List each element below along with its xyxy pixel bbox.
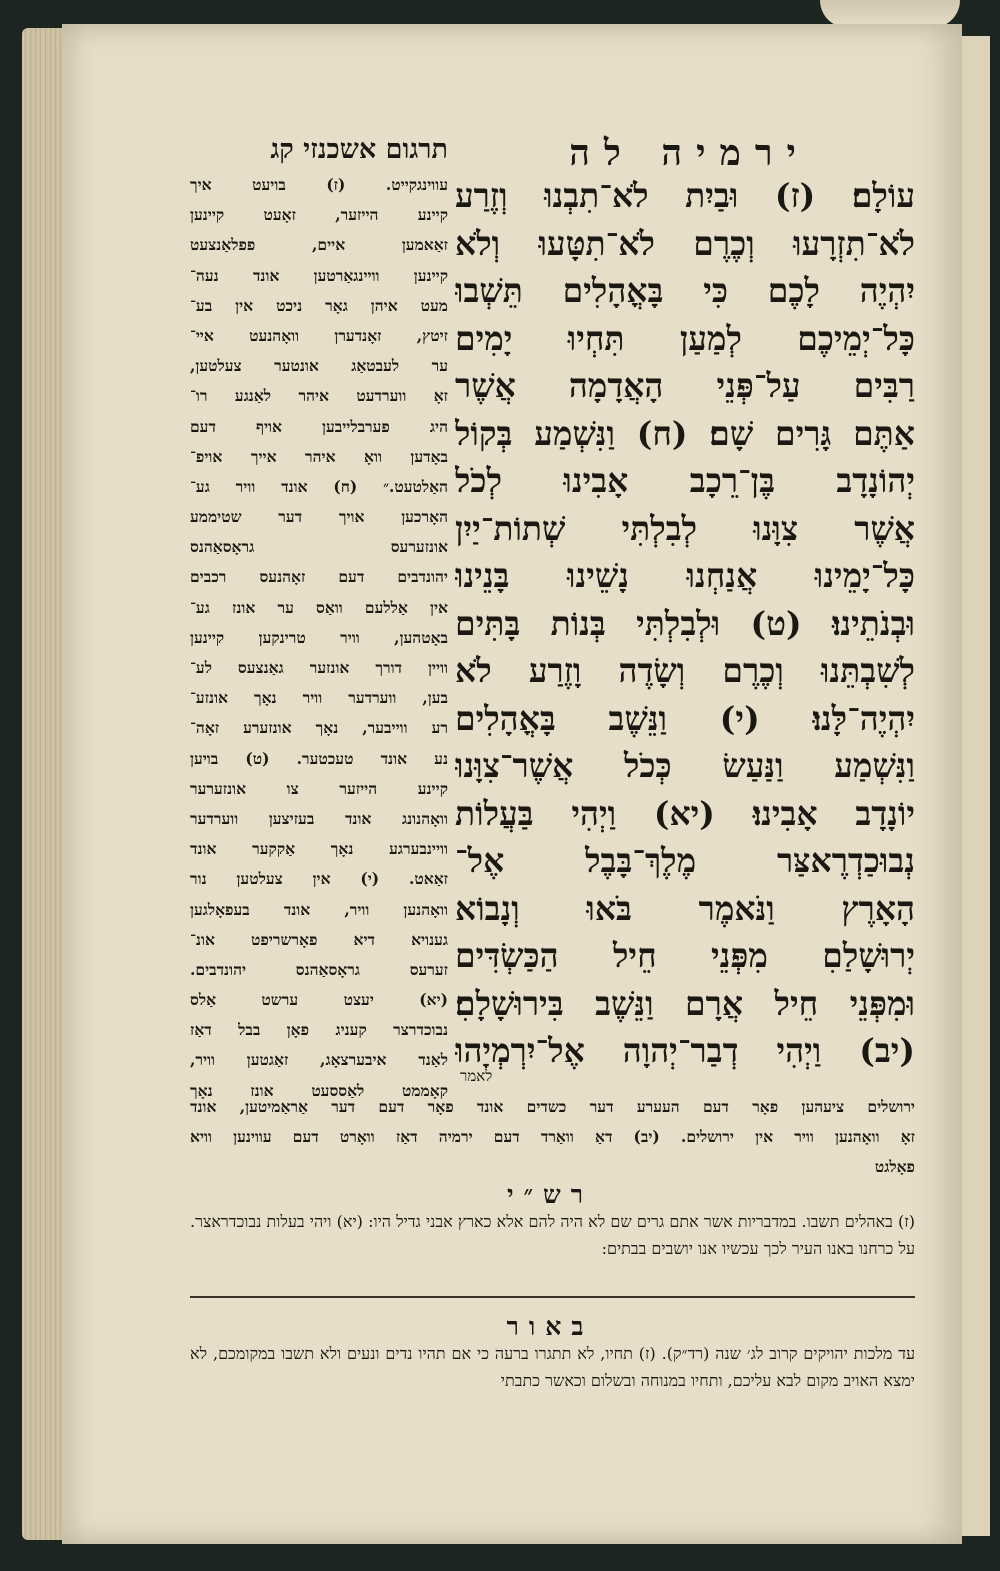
main-running-header: ירמיה לה [569,132,810,174]
translation-line: וואָהנונג אונד בעזיצען ווערדער [190,808,448,828]
translation-line: (יא) יעצט ערשט אַלס [190,990,448,1010]
main-text-line: רַבִּים עַל־פְּנֵי הָאֲדָמָה אֲשֶׁר [455,366,915,405]
main-text-line: הָאָרֶץ וַנֹּאמֶר בֹּאוּ וְנָבוֹא [455,888,915,928]
translation-line: זאָ ווערדעט איהר לאַנגע רו־ [190,386,448,406]
main-text-line: וּמִפְּנֵי חֵיל אֲרָם וַנֵּשֶׁב בִּירוּשָׁלָםִ׃ [455,983,915,1023]
main-text-line: כָּל־יְמֵיכֶם לְמַעַן תִּחְיוּ יָמִים [455,318,915,358]
adjacent-page [958,36,990,1536]
translation-line: קאָממט לאַססעט אונז נאָך [190,1080,448,1100]
side-running-header: תרגום אשכנזי קג [270,134,448,165]
translation-line: זאַאט. (י) אין צעלטען נור [190,869,448,889]
translation-line: ירושלים ציעהען פאָר דעם העערע דער כשדים אונד פאָר דעם דער אַראַמיטען, אונד [190,1097,915,1116]
main-text-line: עוֹלָם׃ (ז) וּבַיִת לֹא־תִבְנוּ וְזֶרַע [455,176,915,215]
main-text-line: יְרוּשָׁלַםִ מִפְּנֵי חֵיל הַכַּשְׂדִּים [455,936,915,975]
translation-line: וויין דורך אונזער גאַנצעס לע־ [190,658,448,677]
translation-line: עווינגקייט. (ז) בויעט איך [190,175,448,194]
rashi-heading: רש״י [506,1180,594,1209]
main-text-line: (יב) וַיְהִי דְבַר־יְהוָה אֶל־יִרְמְיָהוּ [455,1031,915,1070]
biur-heading: באור [506,1312,594,1341]
main-text-line: יִהְיֶה לָכֶם כִּי בָּאֳהָלִים תֵּשְׁבוּ [455,271,915,310]
main-text-line: כָּל־יָמֵינוּ אֲנַחְנוּ נָשֵׁינוּ בָּנֵינוּ [455,556,915,595]
main-text-line: יוֹנָדָב אָבִינוּ׃ (יא) וַיְהִי בַּעֲלוֹת [455,793,915,833]
translation-line: קיינען וויינגאַרטען אונד נעה־ [190,265,448,285]
main-text-line: אֲשֶׁר צִוָּנוּ לְבִלְתִּי שְׁתוֹת־יַיִן [455,508,915,548]
main-text-line: וַנִּשְׁמַע וַנַּעַשׂ כְּכֹל אֲשֶׁר־צִוָּנוּ [455,746,915,785]
main-text-line: אַתֶּם גָּרִים שָׁם׃ (ח) וַנִּשְׁמַע בְּקוֹל [455,413,915,453]
translation-line: קיינע הייזער צו אונזערער [190,778,448,798]
translation-line: באָדען וואָ איהר אייך אויפ־ [190,446,448,466]
translation-line: זיטץ, זאָנדערן וואָהנעט אײ־ [190,325,448,345]
translation-line: פאָלגט [874,1157,915,1177]
main-text-line: נְבוּכַדְרֶאצַּר מֶלֶךְ־בָּבֶל אֶל־ [455,841,915,880]
translation-line: וואָהנען וויר, אונד בעפאָלגען [190,899,448,919]
translation-line: יהונדבים דעם זאָהנעס רכבים [190,567,448,587]
translation-line: בען, ווערדער וויר נאָך אונזע־ [190,688,448,708]
translation-line: אונזערעס גראָסאַהנס [190,537,448,557]
translation-line: לאַנד איבערצאָג, זאַגטען וויר, [190,1050,448,1070]
main-text-line: וּבְנֹתֵינוּ׃ (ט) וּלְבִלְתִּי בְּנוֹת בָּתִּים [455,603,915,643]
main-text-line: יִהְיֶה־לָּנוּ׃ (י) וַנֵּשֶׁב בָּאֳהָלִים [455,698,915,738]
translation-line: קיינע הייזער, זאָעט קיינען [190,205,448,225]
translation-line: היג פערבלייבען אויף דעם [190,416,448,436]
yiddish-translation-column [190,170,448,1106]
translation-line: רע ווייבער, נאָך אונזערע זאָה־ [190,718,448,738]
main-text-line: לְשִׁבְתֵּנוּ וְכֶרֶם וְשָׂדֶה וָזֶרַע לֹא [455,651,915,690]
translation-line: אין אַללעם וואַס ער אונז גע־ [190,597,448,617]
rashi-commentary: (ז) באהלים תשבו. במדבריות אשר אתם גרים שם לא היה להם אלא כארץ אבני גדיל היו: (יא) ויהי בעלות נבוכדראצר. על כרחנו באנו העיר לכך עכשיו אנו יושבים בבתים: [190,1212,915,1258]
translation-line: זאָ וואָהנען וויר אין ירושלים. (יב) דאַ וואַרד דעם ירמיה דאַז וואָרט דעם עווינען וויא [190,1127,915,1147]
translation-line: האָרכען אויך דער שטיממע [190,507,448,527]
section-divider [190,1296,915,1298]
translation-line: וויינבערגע נאָך אַקקער אונד [190,839,448,859]
main-text-line: לֹא־תִזְרָעוּ וְכֶרֶם לֹא־תִטָּעוּ וְלֹא [455,223,915,263]
translation-line: נע אונד טעכטער. (ט) בויען [190,748,448,768]
catchword: לאמר [460,1067,493,1085]
main-text-line: יְהוֹנָדָב בֶּן־רֵכָב אָבִינוּ לְכֹל [455,461,915,500]
translation-line: באָטהען, וויר טרינקען קיינען [190,627,448,647]
translation-line: מעט איהן גאָר ניכט אין בע־ [190,295,448,315]
biur-commentary: עד מלכות יהויקים קרוב לג׳ שנה (רד״ק). (ז) תחיו, לא תתגרו ברעה כי אם תהיו נדים ונעים ולא תשבו במקומכם, לא ימצא האויב מקום לבא עליכם, ותחיו במנוחה ובשלום וכאשר כתבתי [190,1344,915,1390]
translation-line: נבוכדרצר קעניג פאָן בבל דאַז [190,1020,448,1040]
translation-line: ער לעבטאַג אונטער צעלטען, [190,356,448,376]
translation-line: האַלטעט.״ (ח) אונד וויר גע־ [190,476,448,496]
translation-line: גענויא דיא פאָרשריפט אונ־ [190,929,448,949]
translation-line: זאַאמען איים, פפלאַנצעט [190,235,448,255]
translation-line: זערעס גראָסאַהנס יהונדבים. [190,959,448,979]
hebrew-main-text [455,172,915,1075]
translation-continuation [190,1092,915,1183]
